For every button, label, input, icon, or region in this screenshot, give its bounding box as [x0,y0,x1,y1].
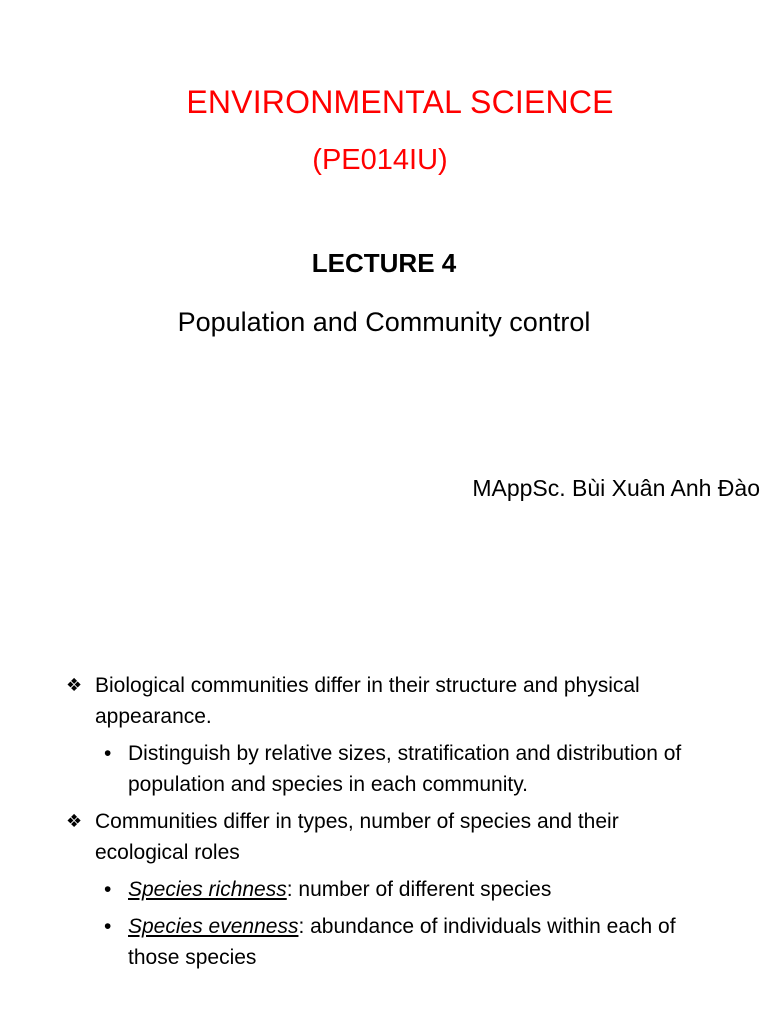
lecture-number: LECTURE 4 [311,248,457,278]
course-code: (PE014IU) [312,144,448,176]
dot-bullet-icon: • [104,742,112,765]
bullet-item [0,806,768,868]
course-title: ENVIRONMENTAL SCIENCE [186,84,614,120]
sub-bullet-item [0,738,768,800]
content-slide [0,640,768,1024]
diamond-bullet-icon: ❖ [66,675,83,695]
bullet-item [0,670,768,732]
dot-bullet-icon: • [104,915,112,938]
term-species-evenness: Species evenness [128,915,299,938]
term-species-richness: Species richness [128,878,287,901]
bullet-text: Communities differ in types, number of species and their ecological roles [95,810,619,864]
diamond-bullet-icon: ❖ [66,811,83,831]
sub-bullet-item [0,911,768,973]
dot-bullet-icon: • [104,878,112,901]
sub-bullet-text: Distinguish by relative sizes, stratification and distribution of population and species in each community. [128,742,682,796]
term-description: : number of different species [286,878,552,901]
term-description: : abundance of individuals within each of those species [128,915,676,969]
lecture-subtitle: Population and Community control [177,307,591,337]
bullet-list [0,670,768,979]
author-name: MAppSc. Bùi Xuân Anh Đào [472,475,760,501]
bullet-text: Biological communities differ in their structure and physical appearance. [95,674,640,728]
sub-bullet-item [0,874,768,905]
